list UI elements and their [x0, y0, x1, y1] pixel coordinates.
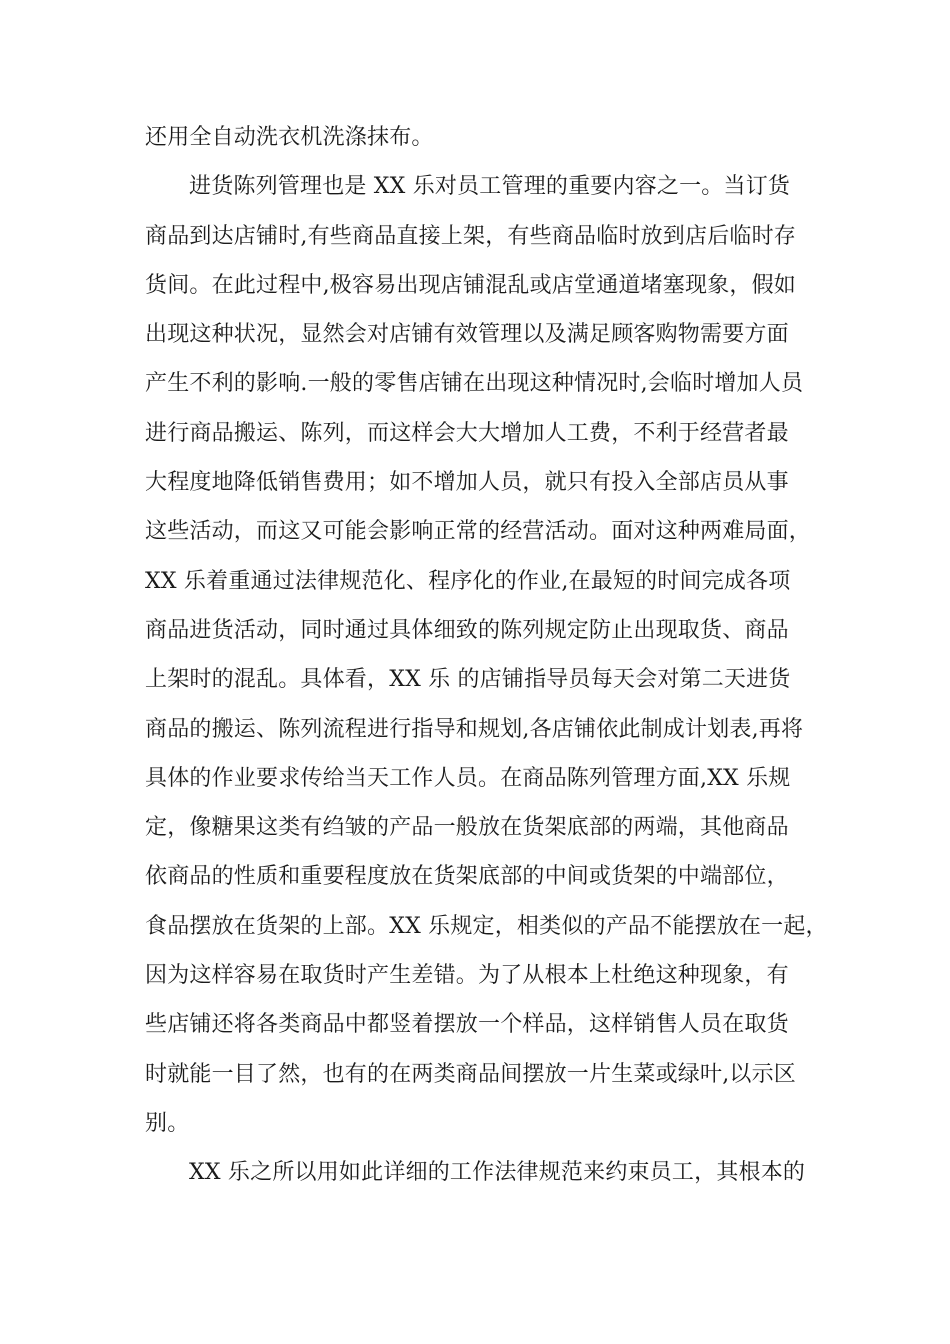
- text-line: 定，像糖果这类有绉皱的产品一般放在货架底部的两端，其他商品: [145, 815, 789, 841]
- text-line: 时就能一目了然，也有的在两类商品间摆放一片生菜或绿叶,以示区: [145, 1061, 796, 1087]
- text-line: 商品进货活动，同时通过具体细致的陈列规定防止出现取货、商品: [145, 617, 789, 643]
- paragraph-start-line: 进货陈列管理也是 XX 乐对员工管理的重要内容之一。当订货: [189, 174, 791, 200]
- text-line: 商品的搬运、陈列流程进行指导和规划,各店铺依此制成计划表,再将: [145, 716, 804, 742]
- text-line: 大程度地降低销售费用；如不增加人员，就只有投入全部店员从事: [145, 470, 789, 496]
- text-line: 这些活动，而这又可能会影响正常的经营活动。面对这种两难局面，: [145, 519, 812, 545]
- text-line: 食品摆放在货架的上部。XX 乐规定，相类似的产品不能摆放在一起，: [145, 913, 828, 939]
- text-line: 些店铺还将各类商品中都竖着摆放一个样品，这样销售人员在取货: [145, 1012, 789, 1038]
- body-text: [145, 113, 845, 1198]
- text-line: 依商品的性质和重要程度放在货架底部的中间或货架的中端部位，: [145, 864, 789, 890]
- text-line: XX 乐着重通过法律规范化、程序化的作业,在最短的时间完成各项: [145, 568, 791, 594]
- text-line: 还用全自动洗衣机洗涤抹布。: [145, 125, 434, 150]
- text-line: 出现这种状况，显然会对店铺有效管理以及满足顾客购物需要方面: [145, 322, 789, 348]
- text-line: 上架时的混乱。具体看，XX 乐 的店铺指导员每天会对第二天进货: [145, 667, 791, 693]
- text-line: 具体的作业要求传给当天工作人员。在商品陈列管理方面,XX 乐规: [145, 765, 791, 791]
- text-line: 产生不利的影响.一般的零售店铺在出现这种情况时,会临时增加人员: [145, 371, 804, 397]
- text-line: 别。: [145, 1110, 190, 1136]
- text-line: 因为这样容易在取货时产生差错。为了从根本上杜绝这种现象，有: [145, 963, 789, 989]
- text-line: 货间。在此过程中,极容易出现店铺混乱或店堂通道堵塞现象，假如: [145, 272, 796, 298]
- text-line: 进行商品搬运、陈列，而这样会大大增加人工费，不利于经营者最: [145, 420, 789, 446]
- text-line: 商品到达店铺时,有些商品直接上架，有些商品临时放到店后临时存: [145, 223, 796, 249]
- paragraph-start-line: XX 乐之所以用如此详细的工作法律规范来约束员工，其根本的: [189, 1160, 806, 1186]
